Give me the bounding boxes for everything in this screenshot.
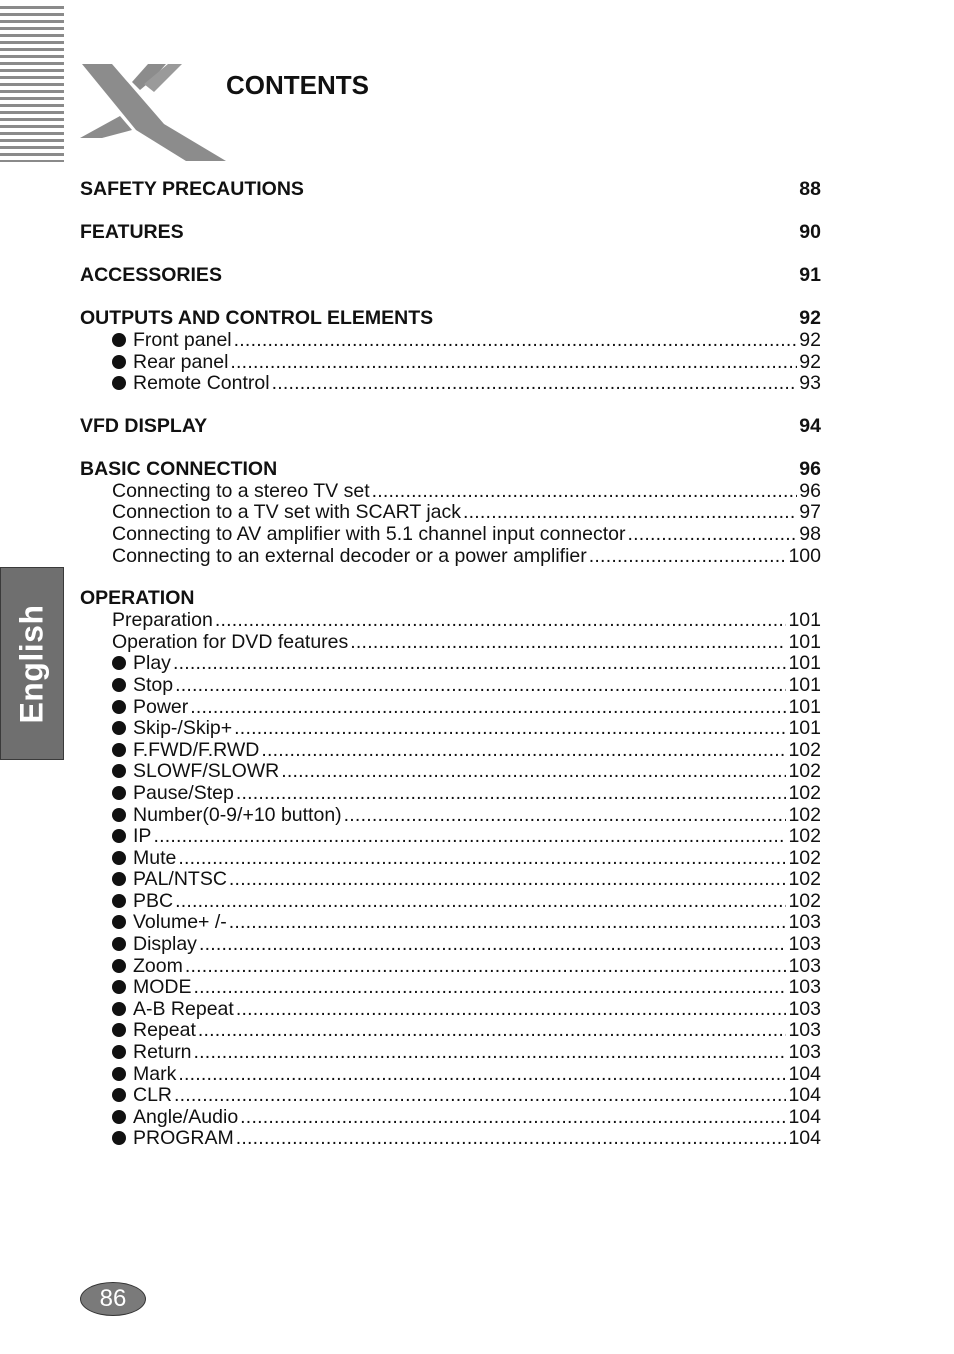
entry-page: 104 <box>788 1105 821 1128</box>
section-page: 94 <box>799 414 821 437</box>
dot-leader <box>236 1128 787 1150</box>
dot-leader <box>236 783 787 805</box>
section-title: OUTPUTS AND CONTROL ELEMENTS <box>80 307 434 329</box>
entry-label: Angle/Audio <box>133 1105 239 1128</box>
dot-leader <box>281 761 786 783</box>
toc-entry[interactable] <box>80 826 821 848</box>
language-tab <box>0 567 64 760</box>
bullet-icon <box>112 1067 126 1081</box>
entry-label: Connecting to a stereo TV set <box>112 479 370 502</box>
dot-leader <box>463 502 797 524</box>
entry-label: Rear panel <box>133 350 229 373</box>
brand-logo-icon <box>76 60 236 164</box>
section-page: 90 <box>799 221 821 243</box>
entry-page: 101 <box>788 673 821 696</box>
entry-page: 101 <box>788 717 821 740</box>
bullet-icon <box>112 743 126 757</box>
dot-leader <box>173 653 787 675</box>
dot-leader <box>185 956 787 978</box>
entry-page: 101 <box>788 652 821 675</box>
dot-leader <box>175 891 786 913</box>
dot-leader <box>272 373 798 395</box>
entry-label: PBC <box>133 889 174 912</box>
dot-leader <box>229 869 787 891</box>
decorative-stripes <box>0 6 64 162</box>
entry-page: 100 <box>788 544 821 567</box>
entry-page: 103 <box>788 997 821 1020</box>
toc-entry[interactable] <box>80 502 821 524</box>
toc-section <box>80 458 821 567</box>
entry-label: Remote Control <box>133 372 270 395</box>
dot-leader <box>627 524 797 546</box>
bullet-icon <box>112 764 126 778</box>
section-title: OPERATION <box>80 587 195 610</box>
section-title: ACCESSORIES <box>80 264 222 286</box>
toc-entry[interactable] <box>80 1085 821 1107</box>
toc-entry[interactable] <box>80 977 821 999</box>
entry-label: Mark <box>133 1062 177 1085</box>
bullet-icon <box>112 1110 126 1124</box>
toc-section-heading[interactable] <box>80 178 821 201</box>
dot-leader <box>261 740 786 762</box>
toc-entry[interactable] <box>80 610 821 632</box>
toc-entry[interactable] <box>80 761 821 783</box>
dot-leader <box>350 632 786 654</box>
toc-entry[interactable] <box>80 373 821 395</box>
toc-entry[interactable] <box>80 1042 821 1064</box>
dot-leader <box>230 352 797 374</box>
entry-label: Zoom <box>133 954 183 977</box>
entry-page: 102 <box>788 738 821 761</box>
bullet-icon <box>112 1088 126 1102</box>
section-title: FEATURES <box>80 221 184 243</box>
entry-label: A-B Repeat <box>133 997 234 1020</box>
section-page: 88 <box>799 178 821 200</box>
entry-page: 96 <box>799 479 821 502</box>
entry-page: 102 <box>788 781 821 804</box>
toc-entry[interactable] <box>80 330 821 352</box>
dot-leader <box>178 848 786 870</box>
toc-entry[interactable] <box>80 675 821 697</box>
entry-label: SLOWF/SLOWR <box>133 760 280 783</box>
dot-leader <box>236 999 787 1021</box>
toc-section <box>80 178 821 201</box>
dot-leader <box>234 330 798 352</box>
entry-page: 104 <box>788 1062 821 1085</box>
bullet-icon <box>112 851 126 865</box>
entry-page: 102 <box>788 803 821 826</box>
entry-label: Power <box>133 695 189 718</box>
entry-label: Display <box>133 933 197 956</box>
page-title: CONTENTS <box>226 70 369 100</box>
toc-entry[interactable] <box>80 1064 821 1086</box>
entry-page: 102 <box>788 889 821 912</box>
dot-leader <box>178 1064 786 1086</box>
toc-section-heading[interactable] <box>80 307 821 330</box>
toc-entry[interactable] <box>80 524 821 546</box>
bullet-icon <box>112 721 126 735</box>
toc-entry[interactable] <box>80 481 821 503</box>
toc-entry[interactable] <box>80 848 821 870</box>
bullet-icon <box>112 376 126 390</box>
dot-leader <box>229 912 787 934</box>
toc-section <box>80 587 821 1150</box>
page-number-badge <box>80 1282 146 1316</box>
section-page: 91 <box>799 264 821 286</box>
bullet-icon <box>112 1131 126 1145</box>
entry-page: 103 <box>788 1041 821 1064</box>
toc-entry[interactable] <box>80 546 821 568</box>
section-page: 96 <box>799 457 821 480</box>
entry-page: 103 <box>788 933 821 956</box>
entry-label: IP <box>133 825 152 848</box>
dot-leader <box>240 1107 786 1129</box>
entry-label: PAL/NTSC <box>133 868 227 891</box>
bullet-icon <box>112 915 126 929</box>
entry-page: 104 <box>788 1127 821 1150</box>
toc-entry[interactable] <box>80 934 821 956</box>
toc-section-heading[interactable] <box>80 221 821 244</box>
toc-section <box>80 415 821 438</box>
toc-entry[interactable] <box>80 697 821 719</box>
toc-section <box>80 307 821 395</box>
dot-leader <box>194 1042 787 1064</box>
bullet-icon <box>112 333 126 347</box>
bullet-icon <box>112 1045 126 1059</box>
entry-label: Repeat <box>133 1019 196 1042</box>
entry-page: 102 <box>788 846 821 869</box>
entry-page: 101 <box>788 630 821 653</box>
dot-leader <box>199 934 787 956</box>
entry-page: 98 <box>799 522 821 545</box>
bullet-icon <box>112 700 126 714</box>
entry-label: Volume+ /- <box>133 911 227 934</box>
table-of-contents <box>80 178 821 1170</box>
entry-label: CLR <box>133 1084 173 1107</box>
entry-label: Skip-/Skip+ <box>133 717 233 740</box>
bullet-icon <box>112 808 126 822</box>
entry-label: Preparation <box>112 609 213 632</box>
entry-label: Connecting to an external decoder or a power amplifier <box>112 544 587 567</box>
bullet-icon <box>112 678 126 692</box>
toc-section-heading[interactable] <box>80 587 821 610</box>
toc-entry[interactable] <box>80 718 821 740</box>
entry-page: 103 <box>788 911 821 934</box>
toc-section-heading[interactable] <box>80 458 821 481</box>
section-page: 92 <box>799 307 821 329</box>
toc-entry[interactable] <box>80 1107 821 1129</box>
entry-page: 103 <box>788 976 821 999</box>
entry-label: Operation for DVD features <box>112 630 349 653</box>
dot-leader <box>174 1085 786 1107</box>
entry-page: 97 <box>799 501 821 524</box>
entry-label: Play <box>133 652 171 675</box>
dot-leader <box>153 826 786 848</box>
toc-section <box>80 221 821 244</box>
toc-section-heading[interactable] <box>80 264 821 287</box>
toc-section-heading[interactable] <box>80 415 821 438</box>
toc-entry[interactable] <box>80 891 821 913</box>
entry-page: 101 <box>788 695 821 718</box>
language-tab-label: English <box>13 603 50 724</box>
bullet-icon <box>112 829 126 843</box>
entry-label: Return <box>133 1041 192 1064</box>
bullet-icon <box>112 656 126 670</box>
toc-entry[interactable] <box>80 1020 821 1042</box>
entry-label: Pause/Step <box>133 781 234 804</box>
entry-label: Front panel <box>133 329 232 351</box>
entry-label: Number(0-9/+10 button) <box>133 803 342 826</box>
page-number: 86 <box>99 1285 127 1312</box>
entry-page: 103 <box>788 954 821 977</box>
toc-section <box>80 264 821 287</box>
bullet-icon <box>112 1002 126 1016</box>
toc-entry[interactable] <box>80 352 821 374</box>
entry-label: PROGRAM <box>133 1127 234 1150</box>
entry-label: F.FWD/F.RWD <box>133 738 260 761</box>
entry-page: 102 <box>788 760 821 783</box>
entry-page: 102 <box>788 868 821 891</box>
toc-entry[interactable] <box>80 632 821 654</box>
bullet-icon <box>112 1023 126 1037</box>
entry-label: Connection to a TV set with SCART jack <box>112 501 462 524</box>
dot-leader <box>190 697 786 719</box>
dot-leader <box>234 718 786 740</box>
toc-entry[interactable] <box>80 912 821 934</box>
dot-leader <box>372 481 798 503</box>
entry-label: Mute <box>133 846 177 869</box>
toc-entry[interactable] <box>80 653 821 675</box>
toc-entry[interactable] <box>80 869 821 891</box>
section-title: VFD DISPLAY <box>80 414 208 437</box>
bullet-icon <box>112 959 126 973</box>
bullet-icon <box>112 937 126 951</box>
bullet-icon <box>112 980 126 994</box>
toc-entry[interactable] <box>80 805 821 827</box>
entry-page: 92 <box>799 329 821 351</box>
dot-leader <box>215 610 787 632</box>
entry-label: Stop <box>133 673 174 696</box>
entry-page: 103 <box>788 1019 821 1042</box>
entry-page: 101 <box>788 609 821 632</box>
toc-entry[interactable] <box>80 740 821 762</box>
toc-entry[interactable] <box>80 956 821 978</box>
dot-leader <box>589 546 787 568</box>
dot-leader <box>175 675 786 697</box>
toc-entry[interactable] <box>80 783 821 805</box>
bullet-icon <box>112 355 126 369</box>
entry-label: Connecting to AV amplifier with 5.1 channel input connector <box>112 522 626 545</box>
bullet-icon <box>112 872 126 886</box>
entry-page: 102 <box>788 825 821 848</box>
entry-label: MODE <box>133 976 192 999</box>
entry-page: 92 <box>799 350 821 373</box>
entry-page: 93 <box>799 372 821 395</box>
section-title: SAFETY PRECAUTIONS <box>80 178 304 200</box>
dot-leader <box>194 977 787 999</box>
dot-leader <box>344 805 787 827</box>
section-title: BASIC CONNECTION <box>80 457 278 480</box>
toc-entry[interactable] <box>80 1128 821 1150</box>
bullet-icon <box>112 894 126 908</box>
dot-leader <box>198 1020 787 1042</box>
bullet-icon <box>112 786 126 800</box>
toc-entry[interactable] <box>80 999 821 1021</box>
entry-page: 104 <box>788 1084 821 1107</box>
